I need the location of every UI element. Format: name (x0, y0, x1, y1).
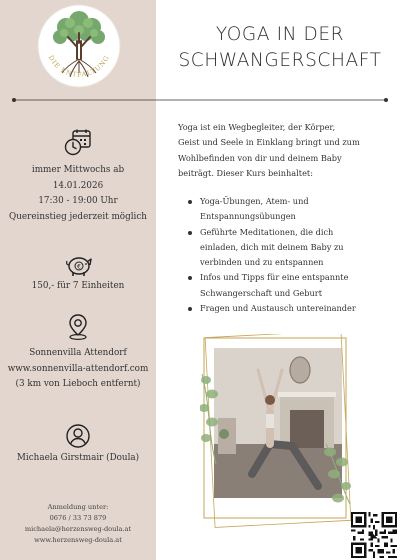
list-item-line: Yoga-Übungen, Atem- und (200, 196, 309, 206)
contact-line: www.herzensweg-doula.at (34, 536, 122, 544)
intro-paragraph (178, 120, 390, 181)
course-contents-list (178, 194, 393, 316)
list-item (178, 270, 393, 301)
title-line-2: SCHWANGERSCHAFT (178, 50, 382, 71)
location-text (0, 346, 156, 393)
page-title (160, 22, 400, 74)
calendar-clock-icon (64, 128, 92, 156)
person-icon (64, 422, 92, 450)
schedule-line: Quereinstieg jederzeit möglich (9, 211, 147, 222)
list-item (178, 194, 393, 225)
list-item-line: Geführte Meditationen, die dich (200, 226, 334, 237)
yoga-pose-photo (200, 334, 356, 534)
tree-logo-icon (36, 3, 122, 89)
location-line: (3 km von Lieboch entfernt) (15, 379, 141, 390)
list-item-line: Schwangerschaft und Geburt (200, 287, 322, 298)
schedule-line: immer Mittwochs ab (31, 165, 125, 175)
intro-line: Wohlbefinden von dir und deinem Baby (178, 152, 342, 163)
intro-line: beiträgt. Dieser Kurs beinhaltet: (178, 167, 313, 178)
contact-line: michaela@herzensweg-doula.at (24, 525, 132, 533)
list-item-line: verbinden und zu entspannen (200, 257, 324, 268)
list-item (178, 225, 393, 271)
price-text: 150,- für 7 Einheiten (31, 281, 125, 291)
piggy-bank-icon (64, 251, 94, 279)
list-item-line: einladen, dich mit deinem Baby zu (200, 241, 344, 252)
title-line-1: YOGA IN DER (215, 24, 345, 45)
instructor-name: Michaela Girstmair (Doula) (16, 453, 140, 463)
location-line: www.sonnenvilla-attendorf.com (7, 363, 149, 374)
list-item-line: Fragen und Austausch untereinander (200, 303, 356, 314)
location-pin-icon (64, 313, 92, 341)
contact-line: Anmeldung unter: (47, 503, 109, 511)
contact-line: 0676 / 33 73 879 (49, 514, 107, 522)
schedule-text (0, 163, 156, 225)
list-item-line: Entspannungsübungen (200, 211, 296, 222)
qr-code-icon[interactable] (351, 512, 397, 558)
schedule-line: 17:30 - 19:00 Uhr (38, 196, 118, 207)
contact-block (0, 502, 156, 546)
intro-line: Geist und Seele in Einklang bringt und zum (178, 137, 360, 148)
location-line: Sonnenvilla Attendorf (29, 348, 127, 358)
intro-line: Yoga ist ein Wegbegleiter, der Körper, (178, 122, 336, 132)
svg-text:€: € (77, 263, 81, 271)
list-item (178, 301, 393, 316)
gold-divider (12, 96, 388, 104)
logo-text: DIE ENTFALTUNG (46, 53, 112, 79)
schedule-line: 14.01.2026 (52, 180, 104, 191)
list-item-line: Infos und Tipps für eine entspannte (200, 272, 349, 283)
